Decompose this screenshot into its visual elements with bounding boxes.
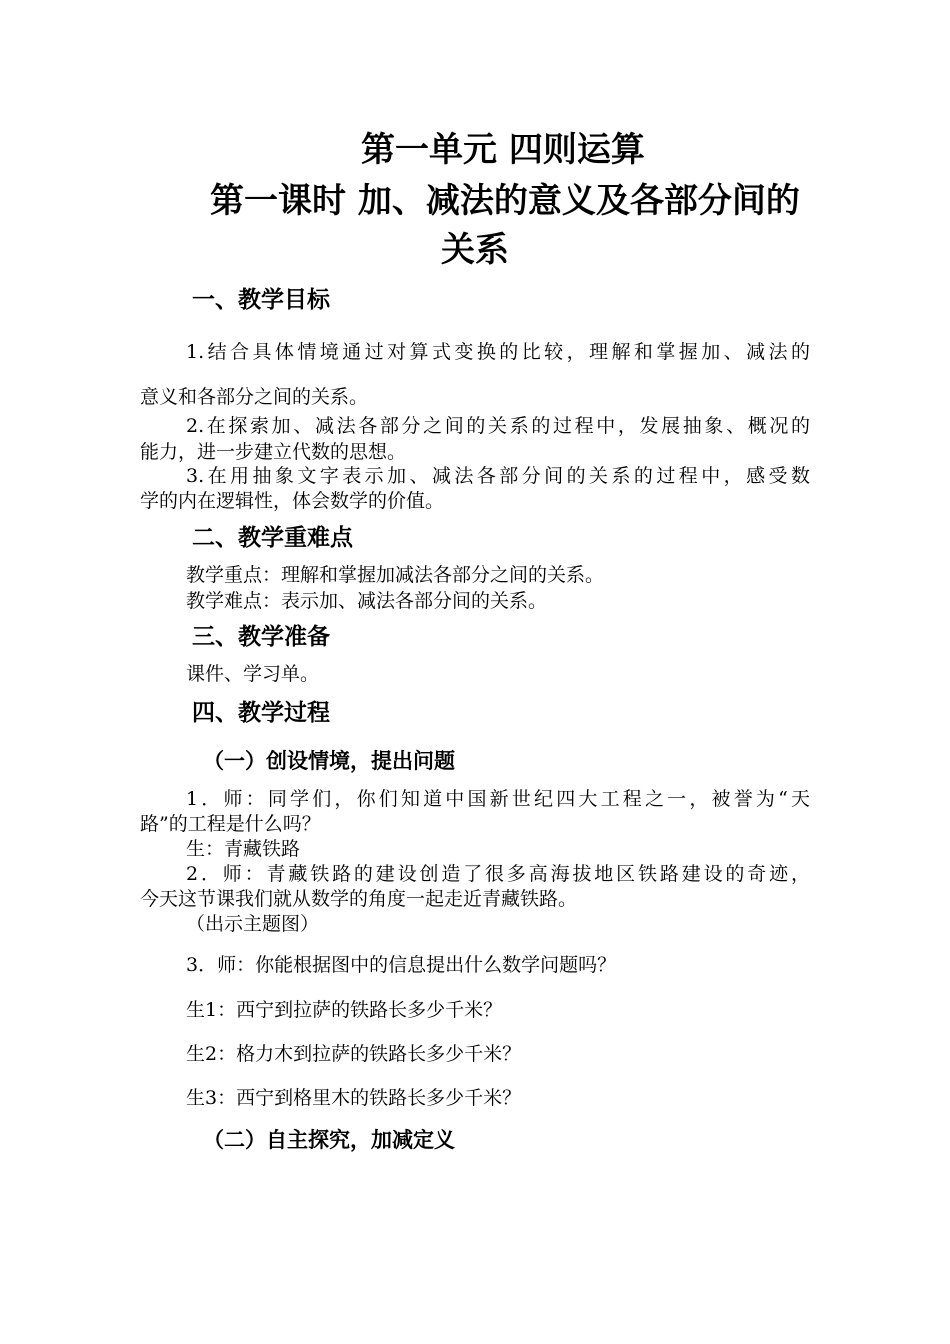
difficult-point: 教学难点：表示加、减法各部分间的关系。: [186, 590, 548, 612]
unit-title: 第一单元 四则运算: [361, 130, 645, 170]
process-2-line1: 2．师：青藏铁路的建设创造了很多高海拔地区铁路建设的奇迹，: [186, 863, 810, 885]
process-2-note: （出示主题图）: [186, 913, 320, 935]
key-point: 教学重点：理解和掌握加减法各部分之间的关系。: [186, 564, 605, 586]
section-heading-preparation: 三、教学准备: [192, 624, 330, 650]
student-1-question: 生1：西宁到拉萨的铁路长多少千米？: [186, 999, 503, 1021]
objective-1-line2: 意义和各部分之间的关系。: [140, 386, 369, 408]
objective-1-line1: 1.结合具体情境通过对算式变换的比较，理解和掌握加、减法的: [186, 341, 810, 363]
preparation-content: 课件、学习单。: [186, 663, 320, 685]
objective-3-line2: 学的内在逻辑性，体会数学的价值。: [140, 490, 445, 512]
subsection-heading-exploration: （二）自主探究，加减定义: [203, 1127, 455, 1152]
process-1-line2: 路”的工程是什么吗？: [140, 813, 321, 835]
section-heading-objectives: 一、教学目标: [192, 287, 330, 313]
section-heading-key-points: 二、教学重难点: [192, 525, 353, 551]
student-3-question: 生3：西宁到格里木的铁路长多少千米？: [186, 1087, 522, 1109]
subsection-heading-situation: （一）创设情境，提出问题: [203, 748, 455, 773]
process-2-line2: 今天这节课我们就从数学的角度一起走近青藏铁路。: [140, 888, 578, 910]
lesson-title-line1: 第一课时 加、减法的意义及各部分间的: [210, 181, 800, 221]
objective-3-line1: 3.在用抽象文字表示加、减法各部分间的关系的过程中，感受数: [186, 465, 810, 487]
lesson-title-line2: 关系: [441, 230, 509, 270]
student-2-question: 生2：格力木到拉萨的铁路长多少千米？: [186, 1043, 522, 1065]
process-1-answer: 生：青藏铁路: [186, 838, 301, 860]
objective-2-line1: 2.在探索加、减法各部分之间的关系的过程中，发展抽象、概况的: [186, 415, 810, 437]
section-heading-process: 四、教学过程: [192, 700, 330, 726]
process-3-question: 3．师：你能根据图中的信息提出什么数学问题吗？: [186, 954, 617, 976]
process-1-line1: 1．师：同学们，你们知道中国新世纪四大工程之一，被誉为“天: [186, 788, 810, 810]
objective-2-line2: 能力，进一步建立代数的思想。: [140, 441, 407, 463]
